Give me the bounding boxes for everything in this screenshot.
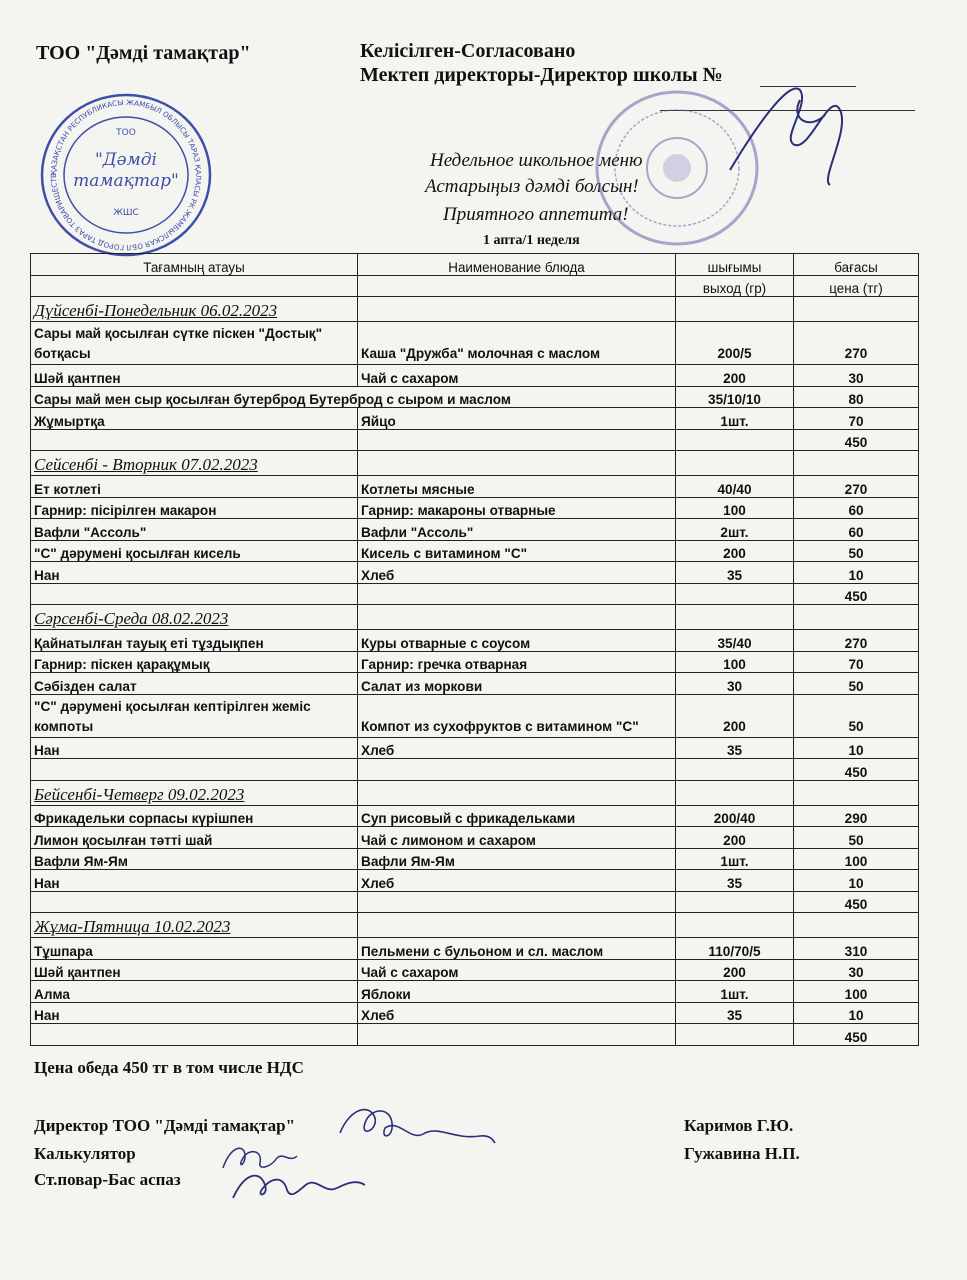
stamp-name-2: тамақтар" [73,171,179,191]
director-signature [330,1098,500,1158]
header-dish-ru: Наименование блюда [358,254,676,276]
director-line: Мектеп директоры-Директор школы № [360,64,723,86]
dish-name-ru: Гарнир: гречка отварная [358,651,676,673]
dish-name-kz: Нан [31,870,358,892]
wish-kz: Астарыңыз дәмді болсын! [425,176,639,197]
empty-cell [358,451,676,476]
empty-cell [676,451,794,476]
menu-item-row [31,562,919,584]
empty-cell [676,429,794,451]
dish-output: 200 [676,959,794,981]
header-output-kz: шығымы [676,254,794,276]
company-stamp [34,83,214,260]
dish-output: 35 [676,737,794,759]
empty-cell [676,913,794,938]
dish-output: 1шт. [676,408,794,430]
calculator-title: Калькулятор [34,1144,136,1163]
stamp-top-text: ТОО [116,128,136,138]
dish-name-ru: Компот из сухофруктов с витамином "С" [358,694,676,737]
dish-output: 35 [676,562,794,584]
dish-name-kz: Гарнир: пісірілген макарон [31,497,358,519]
school-director-signature [700,60,930,190]
dish-price: 310 [794,938,919,960]
menu-title: Недельное школьное меню [430,150,643,171]
dish-name-ru: Гарнир: макароны отварные [358,497,676,519]
menu-item-row [31,981,919,1003]
dish-output: 35 [676,870,794,892]
empty-cell [794,605,919,630]
dish-name-ru: Вафли "Ассоль" [358,519,676,541]
day-title: Сейсенбі - Вторник 07.02.2023 [31,451,358,476]
dish-name-kz: Сәбізден салат [31,673,358,695]
dish-price: 50 [794,540,919,562]
dish-output: 35/40 [676,630,794,652]
empty-cell [794,297,919,322]
dish-price: 30 [794,959,919,981]
dish-price: 70 [794,651,919,673]
menu-item-row [31,497,919,519]
empty-cell [358,780,676,805]
day-header-row [31,297,919,322]
empty-cell [676,780,794,805]
header-dish-kz: Тағамның атауы [31,254,358,276]
menu-item-row [31,694,919,737]
menu-item-row [31,519,919,541]
empty-cell [676,891,794,913]
dish-price: 10 [794,870,919,892]
dish-name-kz: "С" дәрумені қосылған кептірілген жеміс компоты [31,694,358,737]
menu-item-row [31,1002,919,1024]
dish-output: 40/40 [676,476,794,498]
header-empty-1 [31,275,358,297]
day-total: 450 [794,759,919,781]
empty-cell [31,891,358,913]
dish-price: 10 [794,737,919,759]
menu-item-row [31,938,919,960]
dish-name-kz-ru: Сары май мен сыр қосылған бутерброд Бутерброд с сыром и маслом [31,386,676,408]
dish-name-ru: Яблоки [358,981,676,1003]
dish-name-ru: Куры отварные с соусом [358,630,676,652]
director-title: Директор ТОО "Дәмді тамақтар" [34,1116,296,1135]
table-header-row [31,254,919,276]
empty-cell [794,780,919,805]
day-total: 450 [794,1024,919,1046]
day-total-row [31,1024,919,1046]
empty-cell [358,891,676,913]
dish-output: 110/70/5 [676,938,794,960]
empty-cell [31,759,358,781]
menu-item-row [31,322,919,365]
dish-name-ru: Вафли Ям-Ям [358,848,676,870]
empty-cell [31,429,358,451]
dish-name-ru: Суп рисовый с фрикадельками [358,805,676,827]
dish-price: 60 [794,497,919,519]
dish-name-ru: Кисель с витамином "С" [358,540,676,562]
dish-price: 270 [794,630,919,652]
menu-item-row [31,365,919,387]
menu-item-row [31,651,919,673]
menu-item-row [31,386,919,408]
dish-price: 50 [794,694,919,737]
dish-price: 290 [794,805,919,827]
dish-name-kz: Гарнир: піскен қарақұмық [31,651,358,673]
dish-name-ru: Яйцо [358,408,676,430]
dish-output: 200/40 [676,805,794,827]
empty-cell [794,451,919,476]
wish-ru: Приятного аппетита! [443,204,629,225]
dish-name-kz: Нан [31,1002,358,1024]
dish-name-ru: Чай с сахаром [358,365,676,387]
empty-cell [31,583,358,605]
week-label: 1 апта/1 неделя [483,233,580,248]
empty-cell [358,583,676,605]
dish-price: 30 [794,365,919,387]
menu-item-row [31,630,919,652]
dish-name-ru: Чай с лимоном и сахаром [358,827,676,849]
day-title: Жұма-Пятница 10.02.2023 [31,913,358,938]
dish-price: 100 [794,848,919,870]
dish-price: 10 [794,562,919,584]
day-total: 450 [794,429,919,451]
menu-item-row [31,673,919,695]
day-total-row [31,891,919,913]
day-total: 450 [794,891,919,913]
day-total-row [31,583,919,605]
empty-cell [358,297,676,322]
dish-output: 100 [676,651,794,673]
dish-name-ru: Каша "Дружба" молочная с маслом [358,322,676,365]
dish-output: 35 [676,1002,794,1024]
header-empty-2 [358,275,676,297]
dish-output: 200 [676,827,794,849]
day-title: Сәрсенбі-Среда 08.02.2023 [31,605,358,630]
dish-price: 70 [794,408,919,430]
dish-price: 270 [794,322,919,365]
stamp-bottom-text: ЖШС [113,208,139,218]
dish-price: 60 [794,519,919,541]
day-title: Дүйсенбі-Понедельник 06.02.2023 [31,297,358,322]
day-header-row [31,913,919,938]
dish-name-kz: Алма [31,981,358,1003]
dish-name-kz: Нан [31,562,358,584]
dish-name-ru: Хлеб [358,1002,676,1024]
day-title: Бейсенбі-Четверг 09.02.2023 [31,780,358,805]
menu-table [30,253,919,1046]
menu-item-row [31,827,919,849]
approval-label: Келісілген-Согласовано [360,40,576,62]
header-price-kz: бағасы [794,254,919,276]
company-name: ТОО "Дәмді тамақтар" [36,42,251,64]
empty-cell [358,1024,676,1046]
dish-name-kz: Жұмыртқа [31,408,358,430]
dish-name-kz: Сары май қосылған сүтке піскен "Достық" ботқасы [31,322,358,365]
chef-signature [225,1160,375,1210]
empty-cell [358,605,676,630]
empty-cell [676,1024,794,1046]
header-output-ru: выход (гр) [676,275,794,297]
empty-cell [358,913,676,938]
dish-output: 200/5 [676,322,794,365]
empty-cell [31,1024,358,1046]
dish-name-kz: Шәй қантпен [31,959,358,981]
empty-cell [358,429,676,451]
dish-name-ru: Хлеб [358,870,676,892]
dish-name-kz: Вафли Ям-Ям [31,848,358,870]
empty-cell [676,605,794,630]
dish-output: 200 [676,540,794,562]
empty-cell [676,297,794,322]
dish-output: 200 [676,365,794,387]
dish-output: 200 [676,694,794,737]
calculator-name: Гужавина Н.П. [684,1144,800,1163]
dish-price: 270 [794,476,919,498]
dish-output: 35/10/10 [676,386,794,408]
day-total-row [31,429,919,451]
day-header-row [31,605,919,630]
empty-cell [794,913,919,938]
price-note: Цена обеда 450 тг в том числе НДС [34,1058,304,1077]
empty-cell [676,759,794,781]
dish-name-kz: Фрикадельки сорпасы күрішпен [31,805,358,827]
menu-item-row [31,540,919,562]
chef-title: Ст.повар-Бас аспаз [34,1170,181,1189]
menu-item-row [31,848,919,870]
dish-name-kz: Қайнатылған тауық еті тұздықпен [31,630,358,652]
dish-name-kz: Лимон қосылған тәтті шай [31,827,358,849]
dish-output: 1шт. [676,848,794,870]
dish-name-ru: Чай с сахаром [358,959,676,981]
dish-output: 1шт. [676,981,794,1003]
dish-price: 50 [794,827,919,849]
menu-item-row [31,870,919,892]
dish-name-ru: Котлеты мясные [358,476,676,498]
dish-name-ru: Салат из моркови [358,673,676,695]
menu-item-row [31,959,919,981]
dish-price: 100 [794,981,919,1003]
dish-output: 2шт. [676,519,794,541]
dish-price: 10 [794,1002,919,1024]
dish-name-kz: Ет котлеті [31,476,358,498]
day-header-row [31,780,919,805]
menu-item-row [31,408,919,430]
day-total-row [31,759,919,781]
dish-output: 30 [676,673,794,695]
day-header-row [31,451,919,476]
dish-name-ru: Хлеб [358,562,676,584]
dish-output: 100 [676,497,794,519]
day-total: 450 [794,583,919,605]
dish-name-ru: Хлеб [358,737,676,759]
director-name: Каримов Г.Ю. [684,1116,794,1135]
dish-price: 50 [794,673,919,695]
menu-item-row [31,476,919,498]
dish-name-kz: Вафли "Ассоль" [31,519,358,541]
dish-name-ru: Пельмени с бульоном и сл. маслом [358,938,676,960]
dish-price: 80 [794,386,919,408]
table-header-row-2 [31,275,919,297]
dish-name-kz: Шәй қантпен [31,365,358,387]
dish-name-kz: "С" дәрумені қосылған кисель [31,540,358,562]
stamp-ring-text: ҚАЗАҚСТАН РЕСПУБЛИКАСЫ ЖАМБЫЛ ОБЛЫСЫ ТАРАЗ ҚАЛАСЫ РК ЖАМБЫЛСКАЯ ОБЛ ГОРОД ТАРАЗ ТОВАРИЩЕСТВО С ОГРАНИЧЕННОЙ ОТВЕТСТВЕННОСТЬЮ ЖАУАПКЕРШІЛІГІ ШЕКТЕУЛІ СЕРІКТЕСТІГІ [34,83,204,253]
empty-cell [676,583,794,605]
dish-name-kz: Нан [31,737,358,759]
header-price-ru: цена (тг) [794,275,919,297]
menu-item-row [31,805,919,827]
dish-name-kz: Тұшпара [31,938,358,960]
menu-item-row [31,737,919,759]
stamp-name-1: "Дәмді [94,150,158,170]
empty-cell [358,759,676,781]
